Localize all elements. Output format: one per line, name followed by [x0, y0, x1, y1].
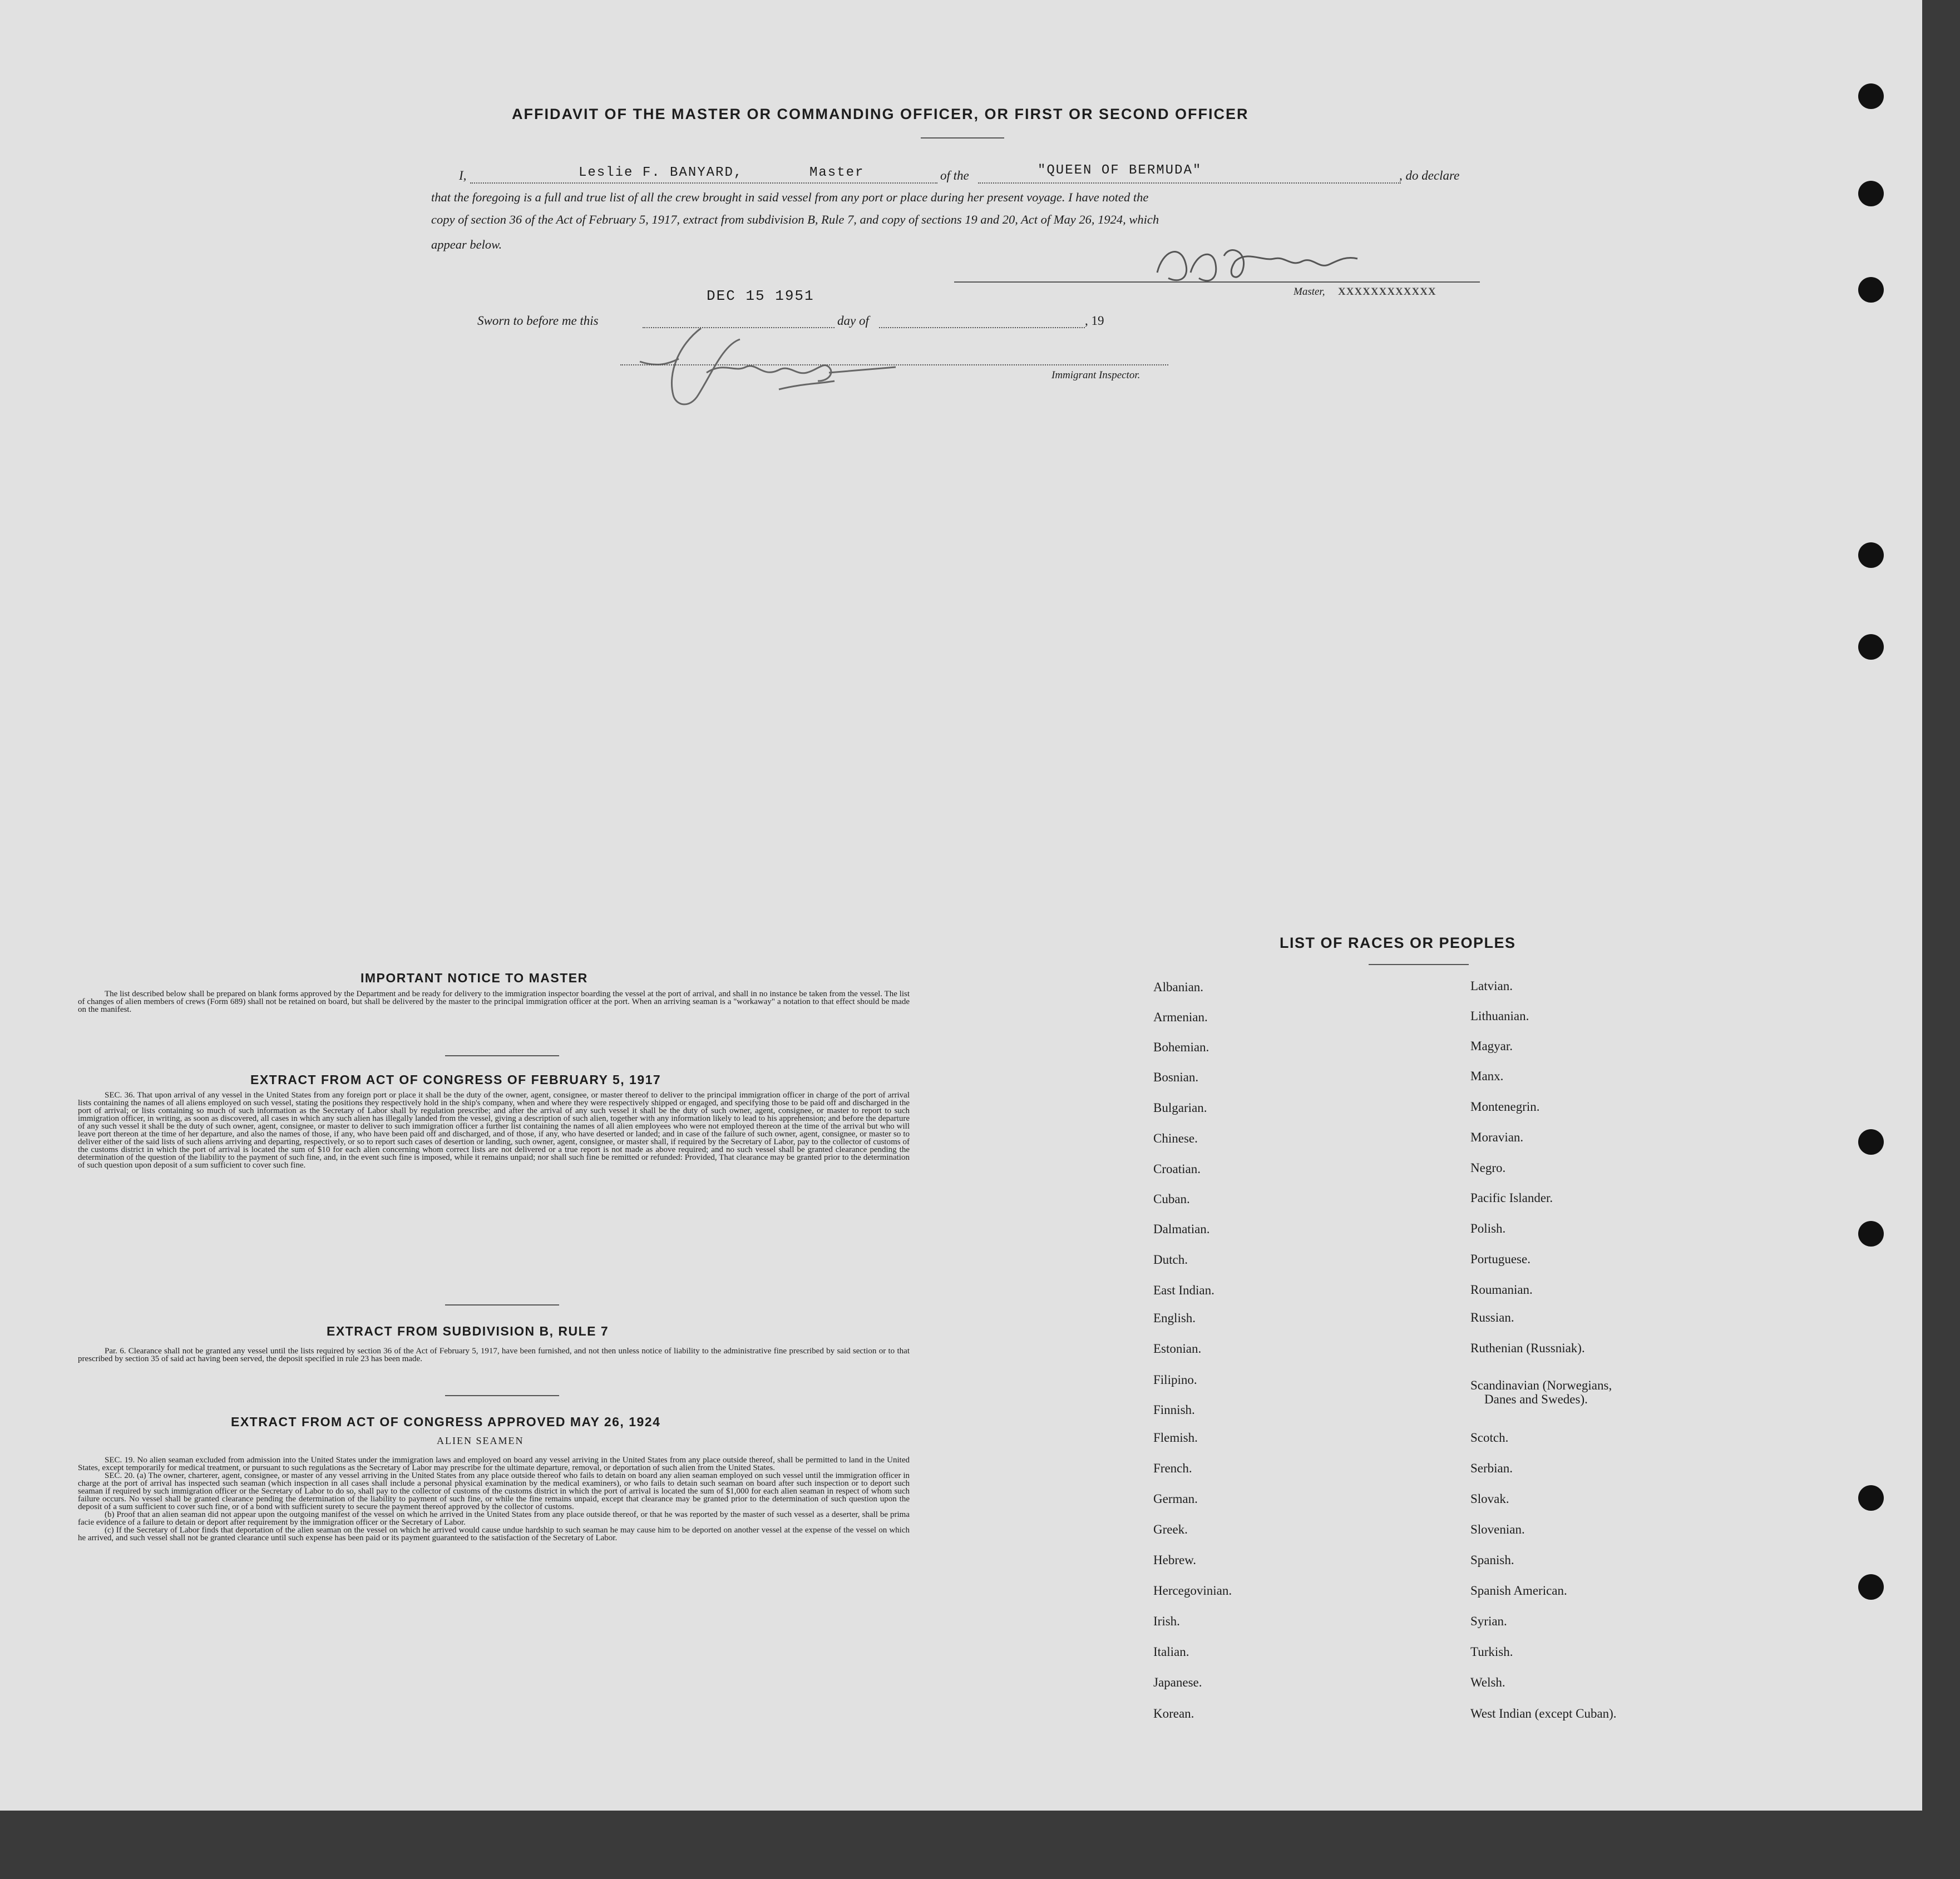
- race-right-item: Roumanian.: [1470, 1283, 1533, 1297]
- act1924-title: EXTRACT FROM ACT OF CONGRESS APPROVED MAY 26, 1924: [231, 1415, 661, 1429]
- act1924-sec20a: SEC. 20. (a) The owner, charterer, agent, consignee, or master of any vessel arriving in the United States from any place outside thereof who fails to detain on board any alien seaman employed on such vessel until the immigration officer in charge at the port of arrival has inspected such seaman (which inspection in all cases shall include a personal physical examination by the medical examiners), or who fails to detain such seaman on board after such inspection or to deport such seaman if required by such immigration officer or the Secretary of Labor to do so, shall pay to the collector of customs of the customs district in which the port of arrival is located the sum of $1,000 for each alien seaman in respect of whom such failure occurs. No vessel shall be granted clearance pending the determination of the liability to payment of such fine, or while the fine remains unpaid, except that clearance may be granted prior to the determination of such question upon the deposit of a sum sufficient to cover such fine, or of a bond with sufficient surety to secure the payment thereof approved by the collector of customs.: [78, 1471, 910, 1511]
- race-left-item: Estonian.: [1153, 1342, 1202, 1356]
- race-right-item: West Indian (except Cuban).: [1470, 1707, 1617, 1720]
- act1917-rule: [445, 1304, 559, 1306]
- master-signature-line: [954, 281, 1480, 283]
- affidavit-line-4: appear below.: [431, 238, 502, 251]
- day-of-label: day of: [837, 314, 869, 328]
- race-left-item: Korean.: [1153, 1707, 1194, 1720]
- sworn-label: Sworn to before me this: [477, 314, 599, 328]
- title-rule: [921, 137, 1004, 139]
- date-stamp: DEC 15 1951: [707, 288, 814, 304]
- notice-text: [78, 990, 910, 1013]
- race-left-item: Irish.: [1153, 1614, 1180, 1628]
- declare-label: , do declare: [1399, 169, 1460, 182]
- master-caption-struck: XXXXXXXXXXXX: [1338, 286, 1436, 298]
- race-left-item: Greek.: [1153, 1522, 1188, 1536]
- races-title: LIST OF RACES OR PEOPLES: [1280, 934, 1516, 951]
- race-left-item: Italian.: [1153, 1645, 1189, 1659]
- vessel-line: [978, 182, 1401, 184]
- race-left-item: Hercegovinian.: [1153, 1584, 1232, 1598]
- of-the-label: of the: [940, 169, 969, 182]
- punch-hole: [1858, 1485, 1884, 1511]
- punch-hole: [1858, 634, 1884, 660]
- act1924-text: [78, 1456, 910, 1542]
- race-right-item: Portuguese.: [1470, 1252, 1531, 1266]
- master-caption: Master,: [1293, 286, 1325, 298]
- race-right-item: Slovak.: [1470, 1492, 1509, 1506]
- race-left-item: Dalmatian.: [1153, 1222, 1210, 1236]
- race-right-item: Ruthenian (Russniak).: [1470, 1341, 1585, 1355]
- race-right-item: Pacific Islander.: [1470, 1191, 1553, 1205]
- punch-hole: [1858, 83, 1884, 109]
- race-left-item: French.: [1153, 1461, 1192, 1475]
- inspector-line: [620, 364, 1168, 365]
- race-left-item: Hebrew.: [1153, 1553, 1197, 1567]
- race-right-item: Syrian.: [1470, 1614, 1507, 1628]
- rule7-title: EXTRACT FROM SUBDIVISION B, RULE 7: [327, 1324, 609, 1338]
- race-right-item: Spanish.: [1470, 1553, 1514, 1567]
- punch-hole: [1858, 1221, 1884, 1247]
- races-rule: [1369, 964, 1469, 965]
- year-label: , 19: [1085, 314, 1104, 328]
- punch-hole: [1858, 181, 1884, 206]
- race-right-item: Slovenian.: [1470, 1522, 1525, 1536]
- vessel-name: "QUEEN OF BERMUDA": [1038, 163, 1202, 178]
- rule7-paragraph: Par. 6. Clearance shall not be granted any vessel until the lists required by section 36 of the Act of February 5, 1917, have been furnished, and not then unless notice of liability to the administrative fine prescribed by said section or to that prescribed by section 35 of said act having been served, the deposit specified in rule 23 has been made.: [78, 1347, 910, 1363]
- race-right-item: Scotch.: [1470, 1431, 1509, 1445]
- race-right-item: Moravian.: [1470, 1130, 1524, 1144]
- inspector-caption: Immigrant Inspector.: [1051, 369, 1141, 381]
- race-right-item: Serbian.: [1470, 1461, 1513, 1475]
- race-right-item: Welsh.: [1470, 1675, 1505, 1689]
- act1924-sec20c: (c) If the Secretary of Labor finds that deportation of the alien seaman on the vessel on which he arrived would cause undue hardship to such seaman he may cause him to be deported on another vessel at the expense of the vessel on which he arrived, and such vessel shall not be granted clearance until such expense has been paid or its payment guaranteed to the satisfaction of the Secretary of Labor.: [78, 1526, 910, 1542]
- race-right-item: Negro.: [1470, 1161, 1506, 1175]
- race-left-item: Chinese.: [1153, 1131, 1198, 1145]
- race-left-item: Japanese.: [1153, 1675, 1202, 1689]
- race-left-item: Dutch.: [1153, 1253, 1188, 1267]
- race-left-item: Finnish.: [1153, 1403, 1195, 1417]
- race-right-item: Lithuanian.: [1470, 1009, 1529, 1023]
- race-right-item: Spanish American.: [1470, 1584, 1567, 1598]
- act1917-title: EXTRACT FROM ACT OF CONGRESS OF FEBRUARY 5, 1917: [250, 1072, 661, 1087]
- rule7-rule: [445, 1395, 559, 1396]
- notice-rule: [445, 1055, 559, 1056]
- race-right-item: Polish.: [1470, 1222, 1506, 1235]
- affidavit-line-2: that the foregoing is a full and true list of all the crew brought in said vessel from any port or place during her present voyage. I have noted the: [431, 190, 1149, 204]
- race-right-item: Latvian.: [1470, 979, 1513, 993]
- affidavit-line-3: copy of section 36 of the Act of February 5, 1917, extract from subdivision B, Rule 7, and copy of sections 19 and 20, Act of May 26, 1924, which: [431, 212, 1159, 226]
- race-left-item: English.: [1153, 1311, 1196, 1325]
- rule7-text: [78, 1347, 910, 1363]
- notice-title: IMPORTANT NOTICE TO MASTER: [361, 971, 588, 985]
- race-left-item: Flemish.: [1153, 1431, 1198, 1445]
- race-left-item: Bulgarian.: [1153, 1101, 1207, 1115]
- punch-hole: [1858, 1129, 1884, 1155]
- race-right-item: Scandinavian (Norwegians,: [1470, 1378, 1612, 1392]
- master-rank: Master: [809, 165, 865, 180]
- master-name: Leslie F. BANYARD,: [579, 165, 743, 180]
- race-left-item: Armenian.: [1153, 1010, 1208, 1024]
- race-left-item: Croatian.: [1153, 1162, 1201, 1176]
- act1924-sec19: SEC. 19. No alien seaman excluded from admission into the United States under the immigration laws and employed on board any vessel arriving in the United States from any place outside thereof, shall be permitted to land in the United States, except temporarily for medical treatment, or pursuant to such regulations as the Secretary of Labor may prescribe for the ultimate departure, removal, or deportation of such alien from the United States.: [78, 1456, 910, 1472]
- race-right-item: Montenegrin.: [1470, 1100, 1540, 1114]
- race-right-item: Magyar.: [1470, 1039, 1513, 1053]
- race-left-item: East Indian.: [1153, 1283, 1214, 1297]
- punch-hole: [1858, 542, 1884, 568]
- race-right-item: Turkish.: [1470, 1645, 1513, 1659]
- punch-hole: [1858, 1574, 1884, 1600]
- act1917-paragraph: SEC. 36. That upon arrival of any vessel in the United States from any foreign port or place it shall be the duty of the owner, agent, consignee, or master thereof to deliver to the principal immigration officer in charge of the port of arrival lists containing the names of all aliens employed on such vessel, stating the positions they respectively hold in the ship's company, when and where they were respectively shipped or engaged, and specifying those to be paid off and discharged in the port of arrival; or lists containing so much of such information as the Secretary of Labor shall by regulation prescribe; and after the arrival of any such vessel it shall be the duty of such owner, agent, consignee, or master to report to such immigration officer, in writing, as soon as discovered, all cases in which any such alien has illegally landed from the vessel, giving a description of such alien, together with any information likely to lead to his apprehension; and before the departure of any such vessel it shall be the duty of such owner, agent, consignee, or master to deliver to such immigration officer a further list containing the names of all alien employees who were not employed thereon at the time of the arrival but who will leave port thereon at the time of her departure, and also the names of those, if any, who have been paid off and discharged, and of those, if any, who have deserted or landed; and in case of the failure of such owner, agent, consignee, or master so to deliver either of the said lists of such aliens arriving and departing, respectively, or so to report such cases of desertion or landing, such owner, agent, consignee, or master shall, if required by the Secretary of Labor, pay to the collector of customs of the customs district in which the port of arrival is located the sum of $10 for each alien concerning whom correct lists are not delivered or a true report is not made as above required; and no such vessel shall be granted clearance pending the determination of the question of the liability to the payment of such fine, and, in the event such fine is imposed, while it remains unpaid; nor shall such fine be remitted or refunded: Provided, That clearance may be granted prior to the determination of such question upon deposit of a sum sufficient to cover such fine.: [78, 1091, 910, 1170]
- act1924-subtitle: ALIEN SEAMEN: [437, 1435, 524, 1446]
- race-left-item: Albanian.: [1153, 980, 1204, 994]
- affidavit-title: AFFIDAVIT OF THE MASTER OR COMMANDING OFFICER, OR FIRST OR SECOND OFFICER: [512, 106, 1249, 122]
- race-left-item: Bosnian.: [1153, 1070, 1199, 1084]
- race-left-item: Cuban.: [1153, 1192, 1190, 1206]
- i-label: I,: [459, 169, 467, 182]
- race-right-item: Russian.: [1470, 1311, 1514, 1324]
- name-line: [470, 182, 937, 184]
- race-right-item: Manx.: [1470, 1069, 1504, 1083]
- race-right-item: Danes and Swedes).: [1484, 1392, 1588, 1406]
- act1917-text: [78, 1091, 910, 1169]
- notice-paragraph: The list described below shall be prepared on blank forms approved by the Department and be ready for delivery to the immigration inspector boarding the vessel at the port of arrival, and shall in no instance be taken from the vessel. The list of changes of alien members of crews (Form 689) shall not be retained on board, but shall be delivered by the master to the principal immigration officer at the port. When an arriving seaman is a "workaway" a notation to that effect should be made on the manifest.: [78, 990, 910, 1014]
- punch-hole: [1858, 277, 1884, 303]
- act1924-sec20b: (b) Proof that an alien seaman did not appear upon the outgoing manifest of the vessel on which he arrived in the United States from any place outside thereof, or that he was reported by the master of such vessel as a deserter, shall be prima facie evidence of a failure to detain or deport after requirement by the immigration officer or the Secretary of Labor.: [78, 1510, 910, 1527]
- race-left-item: Bohemian.: [1153, 1040, 1209, 1054]
- race-left-item: German.: [1153, 1492, 1198, 1506]
- race-left-item: Filipino.: [1153, 1373, 1197, 1387]
